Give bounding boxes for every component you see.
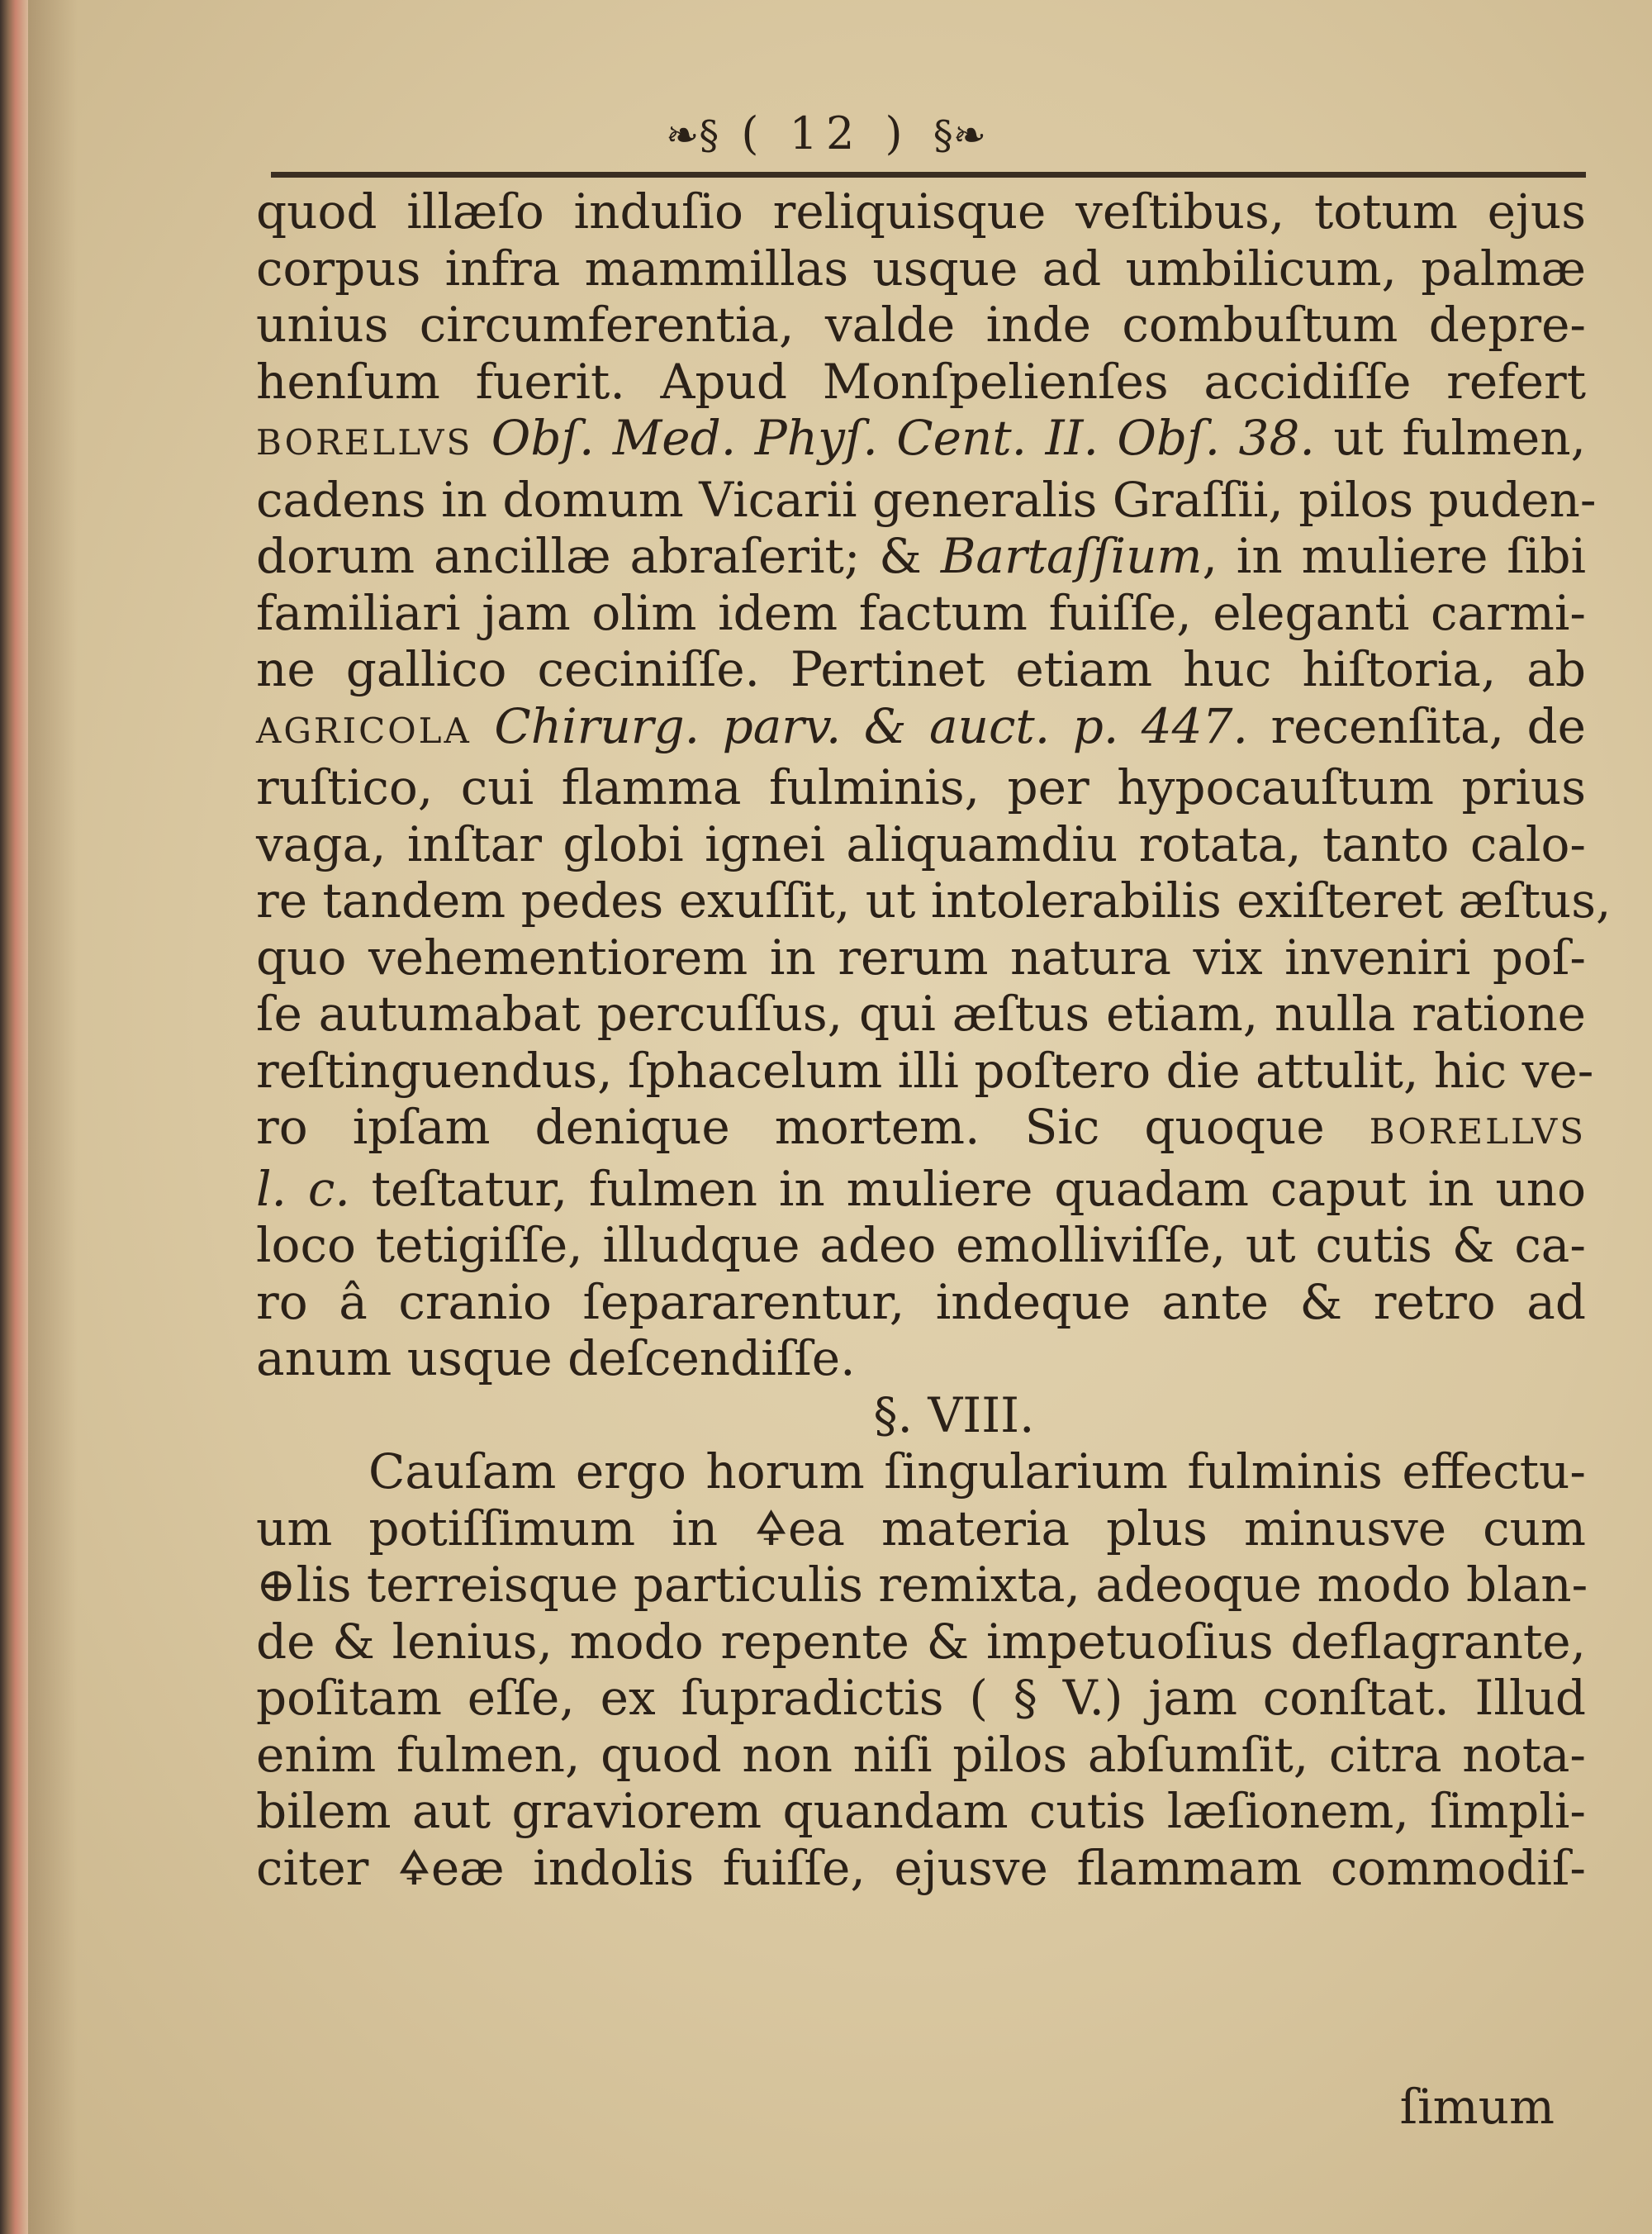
page-text (256, 183, 1612, 1896)
header-ornament-left-icon: ❧§ (666, 112, 719, 159)
text-line: bilem aut graviorem quandam cutis læſionem, ſimpli- (256, 1783, 1586, 1839)
text-line: anum usque deſcendiſſe. (256, 1330, 856, 1386)
text-line: poſitam eſſe, ex ſupradictis ( § V.) jam conſtat. Illud (256, 1670, 1586, 1726)
text-line: enim fulmen, quod non niſi pilos abſumſit, citra nota- (256, 1726, 1586, 1783)
section-paragraph (256, 1443, 1586, 1896)
text-span-pre: ro ipſam denique mortem. Sic quoque (256, 1099, 1370, 1155)
header-ornament-right-icon: §❧ (933, 112, 986, 159)
text-span-rest: teſtatur, fulmen in muliere quadam caput in uno (349, 1160, 1586, 1217)
text-line: citer 🜍eæ indolis fuiſſe, ejusve flammam commodiſ- (256, 1839, 1586, 1896)
catchword: ſimum (1399, 2079, 1555, 2135)
text-line: ⊕lis terreisque particulis remixta, adeoque modo blan- (256, 1557, 1588, 1613)
text-span-it: Chirurg. parv. & auct. p. 447. (471, 697, 1248, 754)
text-line (256, 698, 1586, 760)
text-line: ſe autumabat percuſſus, qui æſtus etiam, nulla ratione (256, 986, 1586, 1042)
text-span-it: Obſ. Med. Phyſ. Cent. II. Obſ. 38. (472, 410, 1315, 466)
header-rule (271, 172, 1586, 178)
text-line: quo vehementiorem in rerum natura vix inveniri poſ- (256, 929, 1586, 986)
text-span-it: Bartaſſium (940, 528, 1203, 584)
text-span-sc: AGRICOLA (256, 710, 472, 751)
text-line: de & lenius, modo repente & impetuoſius deflagrante, (256, 1613, 1586, 1670)
text-span-rest: recenſita, de (1247, 697, 1586, 754)
text-line: quod illæſo induſio reliquisque veſtibus, totum ejus (256, 183, 1586, 240)
text-span-it: l. c. (256, 1160, 350, 1217)
text-line (256, 528, 1586, 585)
text-span-sc: BORELLVS (256, 422, 473, 463)
text-line: um potiſſimum in 🜍ea materia plus minusve cum (256, 1500, 1586, 1557)
text-span-pre: dorum ancillæ abraſerit; & (256, 528, 941, 584)
text-line: cadens in domum Vicarii generalis Graſſii, pilos puden- (256, 471, 1597, 528)
text-span-sc: BORELLVS (1369, 1111, 1586, 1152)
text-line: ne gallico ceciniſſe. Pertinet etiam huc hiſtoria, ab (256, 641, 1586, 697)
text-line: Cauſam ergo horum ſingularium fulminis effectu- (368, 1443, 1586, 1500)
text-span-rest: , in muliere ſibi (1202, 528, 1586, 584)
text-line: corpus infra mammillas usque ad umbilicum, palmæ (256, 240, 1586, 297)
text-line: re tandem pedes exuſſit, ut intolerabilis exiſteret æſtus, (256, 872, 1612, 929)
text-line: vaga, inſtar globi ignei aliquamdiu rotata, tanto calo- (256, 815, 1586, 872)
section-heading: §. VIII. (873, 1386, 1035, 1443)
text-span-rest: ut fulmen, (1314, 410, 1586, 466)
text-line: loco tetigiſſe, illudque adeo emolliviſſe, ut cutis & ca- (256, 1217, 1586, 1273)
text-line: henſum fuerit. Apud Monſpelienſes accidiſſe refert (256, 353, 1586, 410)
page-header (0, 107, 1652, 159)
text-line (256, 1099, 1586, 1161)
page-left-edge (0, 0, 28, 2234)
body-paragraph (256, 183, 1612, 1387)
text-line (256, 410, 1586, 472)
text-line: ro â cranio ſepararentur, indeque ante & retro ad (256, 1273, 1586, 1330)
page-number: ( 12 ) (741, 107, 911, 159)
text-line: ruſtico, cui flamma fulminis, per hypocauſtum prius (256, 759, 1586, 815)
spine-shadow (28, 0, 78, 2234)
text-line: unius circumferentia, valde inde combuſtum depre- (256, 297, 1586, 353)
text-line: reſtinguendus, ſphacelum illi poſtero die attulit, hic ve- (256, 1042, 1594, 1099)
text-line (256, 1161, 1586, 1218)
text-line: familiari jam olim idem factum fuiſſe, eleganti carmi- (256, 584, 1586, 641)
